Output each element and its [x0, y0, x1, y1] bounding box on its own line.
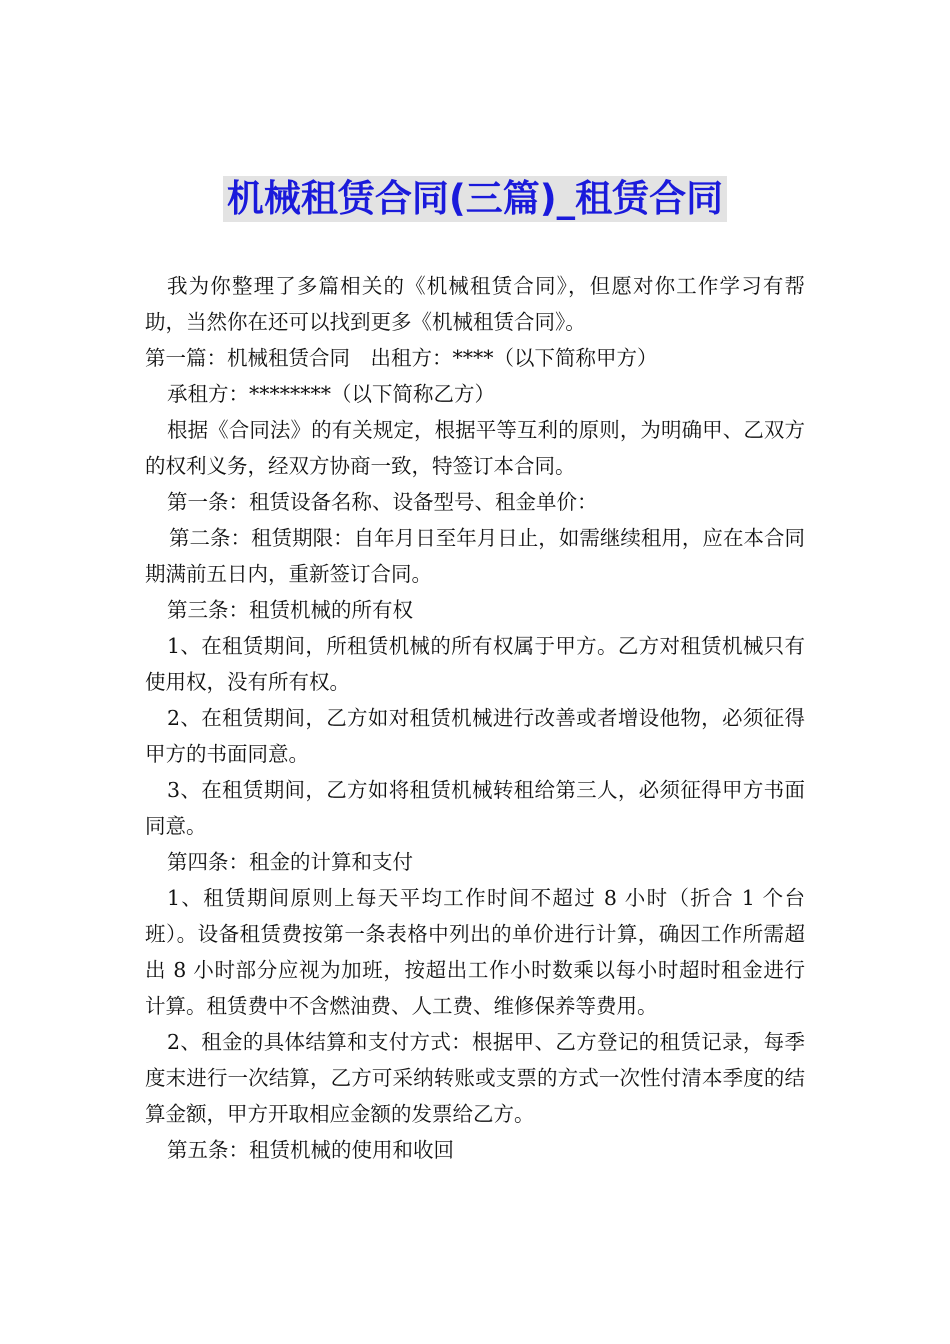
paragraph-article-3-item-3: 3、在租赁期间，乙方如将租赁机械转租给第三人，必须征得甲方书面同意。 [145, 778, 805, 838]
document-body [145, 268, 805, 1168]
title-container [0, 176, 950, 222]
paragraph-preamble: 根据《合同法》的有关规定，根据平等互利的原则，为明确甲、乙双方的权利义务，经双方协商一致，特签订本合同。 [145, 418, 805, 478]
paragraph-article-3: 第三条：租赁机械的所有权 [167, 598, 413, 622]
paragraph-article-3-item-1: 1、在租赁期间，所租赁机械的所有权属于甲方。乙方对租赁机械只有使用权，没有所有权。 [145, 634, 805, 694]
paragraph-article-2: 第二条：租赁期限：自年月日至年月日止，如需继续租用，应在本合同期满前五日内，重新签订合同。 [145, 526, 805, 586]
paragraph-article-4-item-1: 1、租赁期间原则上每天平均工作时间不超过 8 小时（折合 1 个台班）。设备租赁费按第一条表格中列出的单价进行计算，确因工作所需超出 8 小时部分应视为加班，按超出工作小时数乘以每小时超时租金进行计算。租赁费中不含燃油费、人工费、维修保养等费用。 [145, 886, 805, 1018]
paragraph-part-one-heading: 第一篇：机械租赁合同 出租方：****（以下简称甲方） [145, 346, 658, 370]
paragraph-article-1: 第一条：租赁设备名称、设备型号、租金单价： [167, 490, 598, 514]
paragraph-article-3-item-2: 2、在租赁期间，乙方如对租赁机械进行改善或者增设他物，必须征得甲方的书面同意。 [145, 706, 805, 766]
paragraph-article-5: 第五条：租赁机械的使用和收回 [167, 1138, 454, 1162]
paragraph-article-4-item-2: 2、租金的具体结算和支付方式：根据甲、乙方登记的租赁记录，每季度末进行一次结算，乙方可采纳转账或支票的方式一次性付清本季度的结算金额，甲方开取相应金额的发票给乙方。 [145, 1030, 805, 1126]
paragraph-intro: 我为你整理了多篇相关的《机械租赁合同》，但愿对你工作学习有帮助，当然你在还可以找到更多《机械租赁合同》。 [145, 274, 805, 334]
paragraph-article-4: 第四条：租金的计算和支付 [167, 850, 413, 874]
document-title: 机械租赁合同(三篇)_租赁合同 [223, 176, 727, 222]
paragraph-lessee: 承租方：********（以下简称乙方） [167, 382, 495, 406]
